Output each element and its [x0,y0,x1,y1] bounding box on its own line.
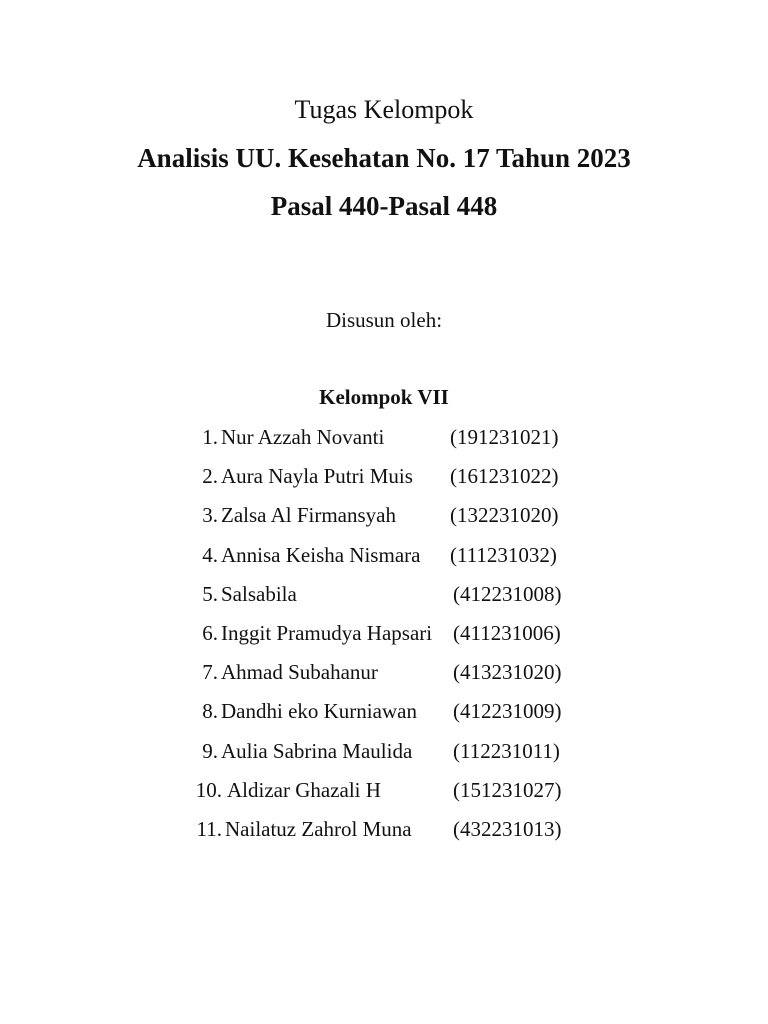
member-row [0,620,768,659]
member-name: Annisa Keisha Nismara [221,542,421,567]
member-nim: (132231020) [450,503,559,528]
document-heading: Tugas Kelompok [294,95,474,124]
member-nim: (161231022) [450,464,559,489]
member-number: 5. [202,581,218,606]
member-nim: (151231027) [453,777,562,802]
member-name: Aldizar Ghazali H [227,777,381,802]
member-name: Aulia Sabrina Maulida [221,738,413,763]
member-row [0,463,768,502]
member-row [0,738,768,777]
member-number: 11. [196,816,222,841]
member-nim: (411231006) [453,620,561,645]
member-row [0,777,768,816]
member-name: Zalsa Al Firmansyah [221,503,396,528]
document-title: Analisis UU. Kesehatan No. 17 Tahun 2023 [137,143,631,173]
group-name: Kelompok VII [319,385,449,409]
member-row [0,659,768,698]
member-row [0,424,768,463]
member-nim: (412231009) [453,699,562,724]
member-number: 4. [202,542,218,567]
member-nim: (112231011) [453,738,560,763]
member-row [0,542,768,581]
member-nim: (111231032) [450,542,557,567]
member-row [0,502,768,541]
member-name: Aura Nayla Putri Muis [221,464,413,489]
member-name: Salsabila [221,581,297,606]
prepared-by-label: Disusun oleh: [325,308,443,332]
member-number: 3. [202,503,218,528]
member-name: Inggit Pramudya Hapsari [221,620,433,645]
member-name: Dandhi eko Kurniawan [221,699,417,724]
member-number: 7. [202,660,218,685]
member-number: 6. [202,620,218,645]
member-number: 2. [202,464,218,489]
member-number: 10. [195,777,222,802]
member-number: 9. [202,738,218,763]
member-nim: (191231021) [450,425,559,449]
member-nim: (413231020) [453,660,562,685]
member-nim: (432231013) [453,816,562,841]
member-name: Ahmad Subahanur [221,660,378,685]
member-row [0,581,768,620]
member-row [0,698,768,737]
member-name: Nur Azzah Novanti [221,425,385,449]
member-number: 8. [202,699,218,724]
document-subtitle: Pasal 440-Pasal 448 [270,191,498,221]
member-number: 1. [202,425,218,449]
member-name: Nailatuz Zahrol Muna [225,816,412,841]
member-list [0,424,768,855]
member-row [0,816,768,855]
member-nim: (412231008) [453,581,562,606]
